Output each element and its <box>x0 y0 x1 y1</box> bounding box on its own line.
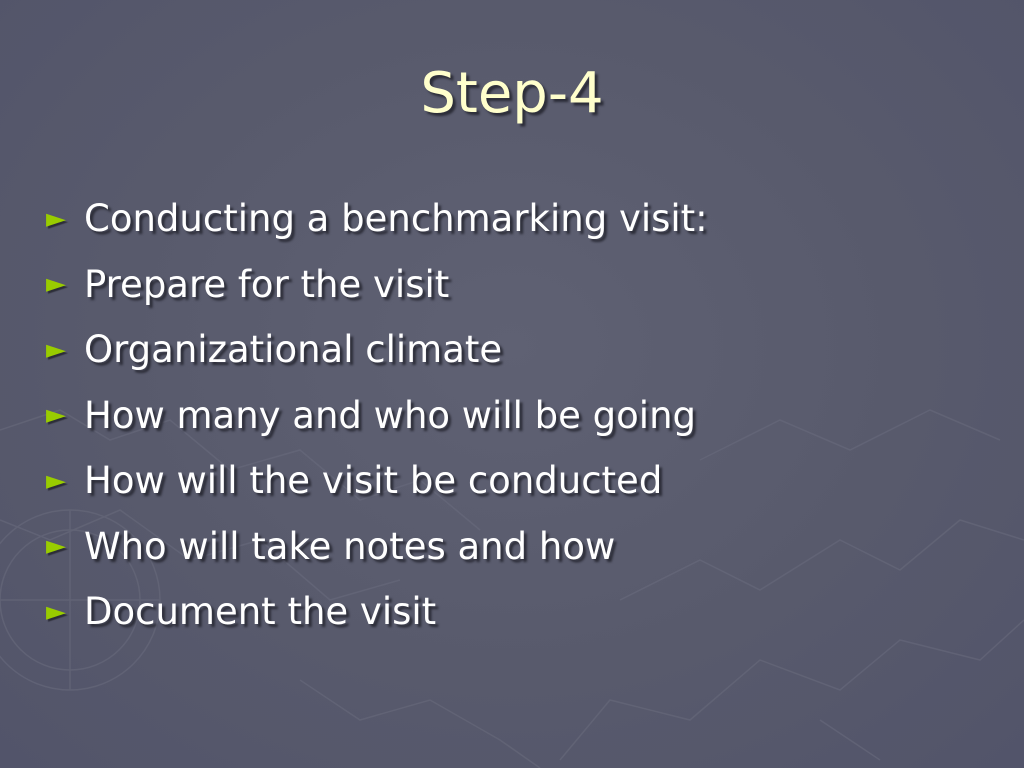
bullet-item <box>46 383 708 449</box>
bullet-text: Prepare for the visit <box>84 262 450 306</box>
bullet-item <box>46 252 708 318</box>
bullet-item <box>46 186 708 252</box>
triangle-bullet-icon: ► <box>46 531 66 562</box>
triangle-bullet-icon: ► <box>46 400 66 431</box>
triangle-bullet-icon: ► <box>46 203 66 234</box>
bullet-text: Document the visit <box>84 590 437 634</box>
bullet-text: How many and who will be going <box>84 393 696 437</box>
triangle-bullet-icon: ► <box>46 596 66 627</box>
bullet-item <box>46 448 708 514</box>
bullet-item <box>46 579 708 645</box>
bullet-item <box>46 514 708 580</box>
triangle-bullet-icon: ► <box>46 269 66 300</box>
bullet-text: Conducting a benchmarking visit: <box>84 197 708 241</box>
bullet-item <box>46 317 708 383</box>
bullet-text: How will the visit be conducted <box>84 459 663 503</box>
triangle-bullet-icon: ► <box>46 334 66 365</box>
triangle-bullet-icon: ► <box>46 465 66 496</box>
slide-title: Step-4 <box>420 61 604 126</box>
bullet-text: Organizational climate <box>84 328 503 372</box>
bullet-text: Who will take notes and how <box>84 524 616 568</box>
bullet-list <box>46 186 708 645</box>
